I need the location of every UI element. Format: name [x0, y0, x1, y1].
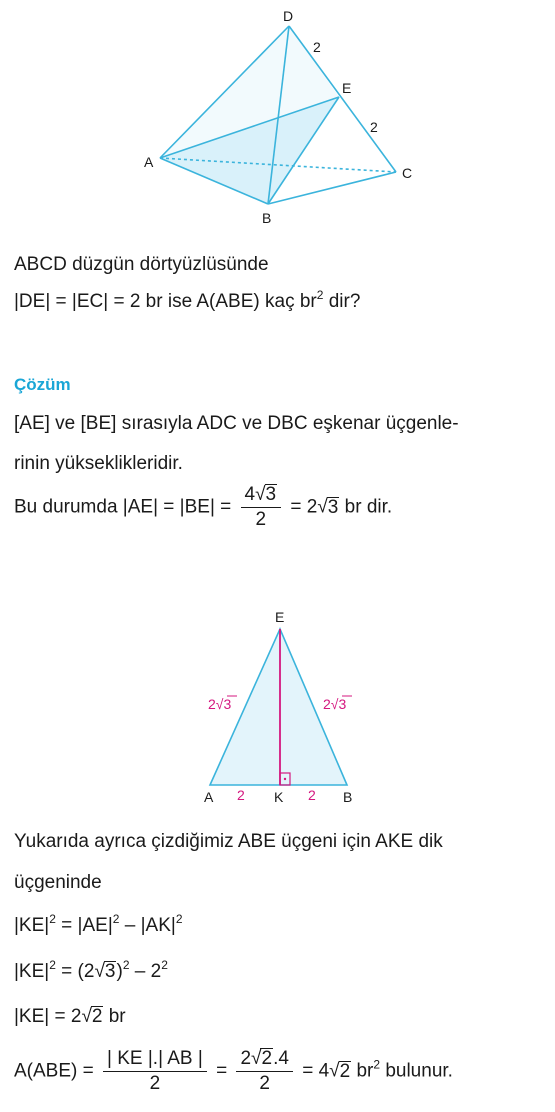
fraction-ae	[241, 484, 282, 531]
length-ak: 2	[237, 787, 245, 803]
text2-line-1: Yukarıda ayrıca çizdiğimiz ABE üçgeni için AKE dik	[14, 831, 443, 852]
tetrahedron-figure	[0, 0, 555, 232]
fraction-ae-numerator: 4√3	[241, 484, 282, 508]
solution-line-2: rinin yükseklikleridir.	[14, 453, 183, 474]
right-angle-dot	[284, 778, 286, 780]
solution-line-3-start: Bu durumda |AE| = |BE| =	[14, 496, 232, 518]
equation-3: |KE| = 2√2 br	[14, 1006, 126, 1027]
solution-line-3-end: br dir.	[339, 496, 393, 518]
solution-line-3-eq: = 2	[290, 496, 318, 518]
problem-line-1: ABCD düzgün dörtyüzlüsünde	[14, 254, 269, 275]
triangle-abe-figure	[0, 600, 555, 810]
edge-bc	[268, 172, 396, 204]
problem-exponent: 2	[316, 288, 324, 302]
label-b: B	[262, 210, 272, 226]
solution-heading: Çözüm	[14, 375, 71, 394]
equation-2: $|KE|^2 = (2√3)^2 - 2^2$	[14, 958, 168, 982]
solution-line-1: [AE] ve [BE] sırasıyla ADC ve DBC eşkenar üçgenle-	[14, 413, 459, 434]
label-a: A	[144, 154, 154, 170]
label-b-2: B	[343, 789, 353, 805]
fraction-ae-denominator: 2	[255, 509, 267, 530]
length-de: 2	[313, 39, 321, 55]
problem-question: |DE| = |EC| = 2 br ise A(ABE) kaç br	[14, 291, 317, 312]
solution-line-3: Bu durumda |AE| = |BE| = $\frac{4√3}{2}$ = 2√3 br dir.	[14, 484, 393, 530]
problem-line-2	[14, 290, 360, 314]
length-be	[323, 696, 352, 712]
final-equation: A(ABE) = $\frac{| KE |.| AB |}{2}$ = $\frac{2√2.4}{2}$ = 4√2 $br^2$ bulunur.	[14, 1048, 453, 1094]
final-lhs: A(ABE) =	[14, 1060, 94, 1082]
length-ae	[208, 696, 237, 712]
final-fraction-2: $\frac{2√2.4}{2}$	[236, 1048, 292, 1095]
text2-line-2: üçgeninde	[14, 872, 102, 893]
svg-text:2√3: 2√3	[323, 696, 347, 712]
label-a-2: A	[204, 789, 214, 805]
label-d: D	[283, 8, 294, 24]
problem-question-end: dir?	[323, 291, 361, 312]
final-conclusion: bulunur.	[380, 1060, 453, 1082]
label-c: C	[402, 165, 413, 181]
label-e-2: E	[275, 609, 285, 625]
length-ec: 2	[370, 119, 378, 135]
final-fraction-1: $\frac{| KE |.| AB |}{2}$	[103, 1048, 207, 1095]
label-e: E	[342, 80, 352, 96]
solution-line-3-radicand: 3	[327, 496, 339, 518]
equation-1: $|KE|^2 = |AE|^2 - |AK|^2$	[14, 912, 183, 936]
length-kb: 2	[308, 787, 316, 803]
label-k: K	[274, 789, 284, 805]
svg-text:2√3: 2√3	[208, 696, 232, 712]
